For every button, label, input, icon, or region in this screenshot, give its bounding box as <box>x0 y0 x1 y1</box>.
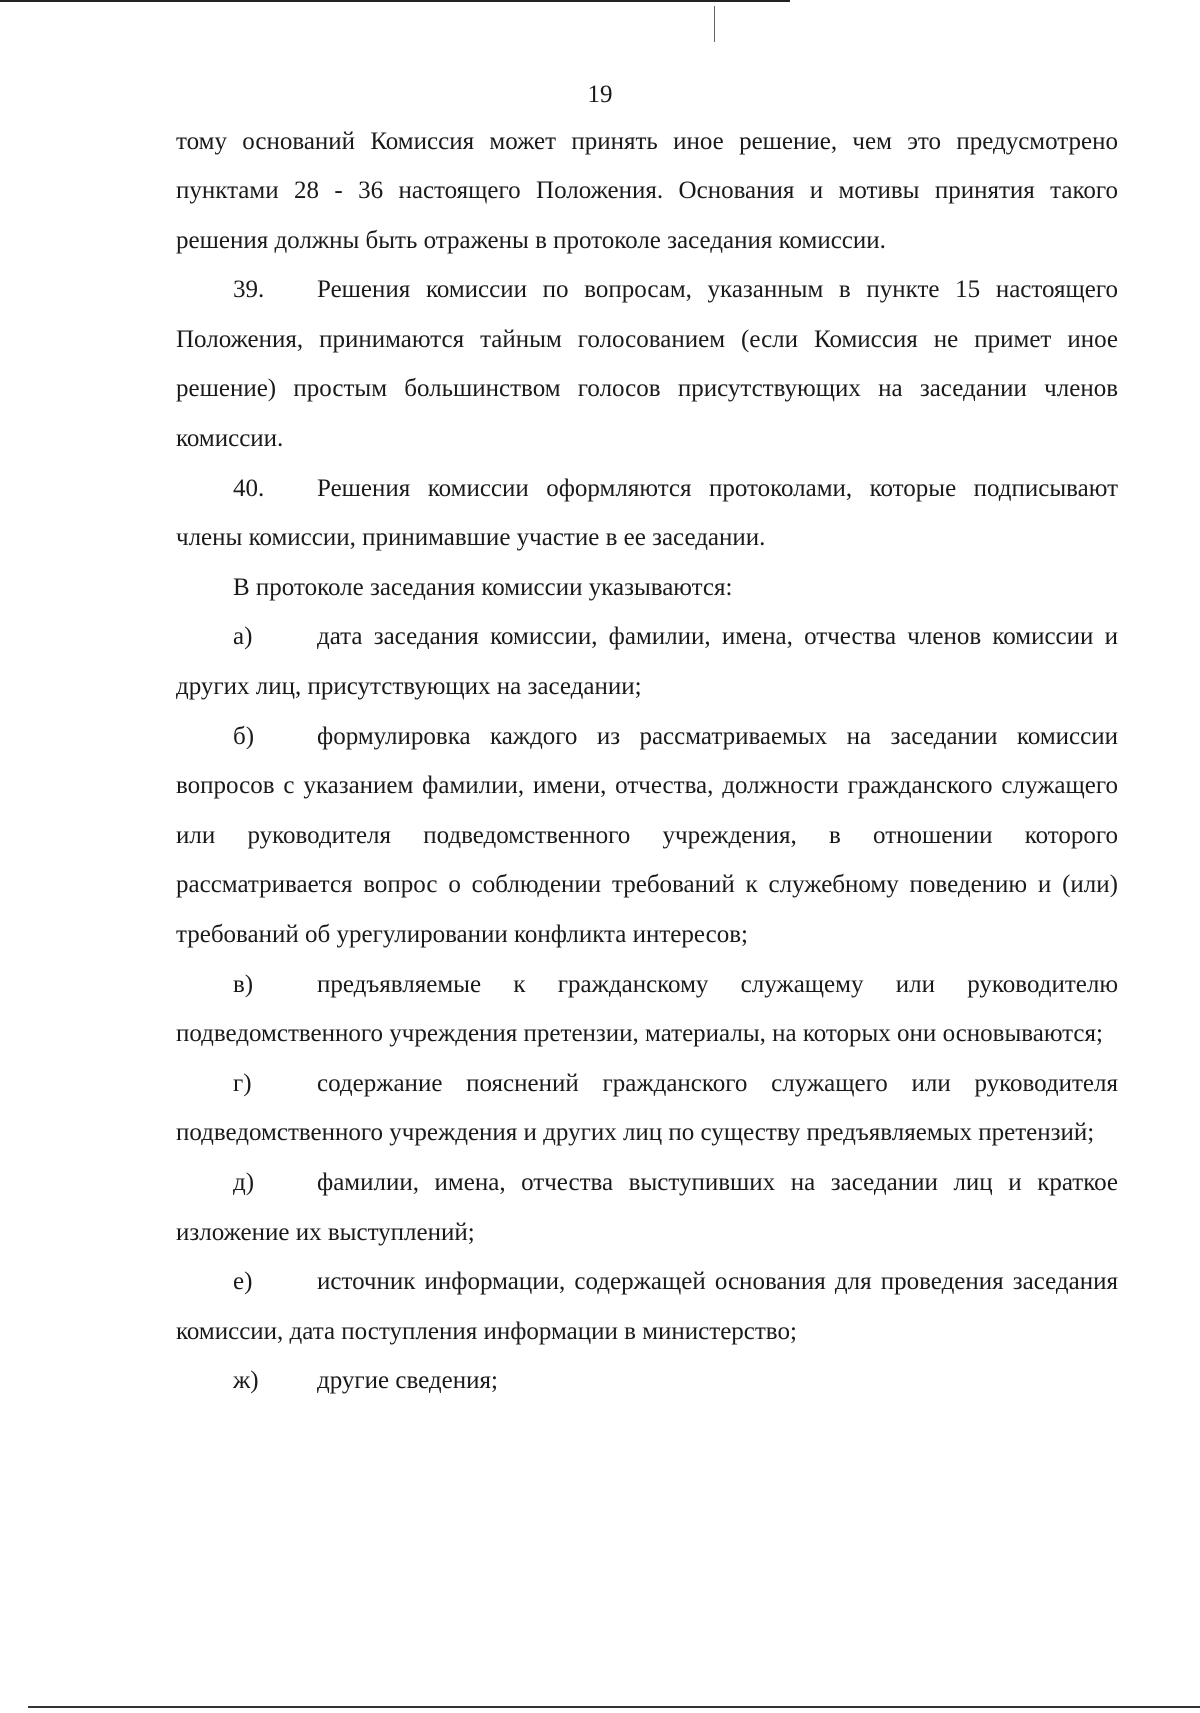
list-item-text: формулировка каждого из рассматриваемых на заседании комиссии вопросов с указанием фамилии, имени, отчества, должности гражданского служащего или руководителя подведомственного учреждения, в отношении которого рассматривается вопрос о соблюдении требований к служебному поведению и (или) требований об урегулировании конфликта интересов; <box>176 722 1118 948</box>
page-number: 19 <box>587 81 613 108</box>
list-item-g <box>176 1059 1118 1158</box>
list-item-v <box>176 960 1118 1059</box>
paragraph-39 <box>176 265 1118 463</box>
list-marker: д) <box>233 1168 255 1196</box>
item-number: 39. <box>233 276 265 304</box>
list-item-e <box>176 1257 1118 1356</box>
list-item-d <box>176 1158 1118 1257</box>
item-number: 40. <box>233 474 265 502</box>
list-marker: б) <box>233 722 255 750</box>
scan-edge-top <box>0 0 790 2</box>
list-marker: е) <box>233 1268 253 1296</box>
list-item-text: другие сведения; <box>317 1367 498 1395</box>
list-item-b <box>176 712 1118 960</box>
list-marker: г) <box>233 1069 252 1097</box>
list-item-text: фамилии, имена, отчества выступивших на заседании лиц и краткое изложение их выступлений; <box>176 1168 1118 1246</box>
list-marker: а) <box>233 623 253 651</box>
scan-edge-bottom <box>28 1706 1200 1708</box>
list-item-zh <box>176 1356 1118 1406</box>
paragraph-protocol-intro <box>176 563 1118 613</box>
list-item-a <box>176 612 1118 711</box>
list-item-text: дата заседания комиссии, фамилии, имена, отчества членов комиссии и других лиц, присутствующих на заседании; <box>176 623 1118 701</box>
list-item-text: источник информации, содержащей основания для проведения заседания комиссии, дата поступления информации в министерство; <box>176 1268 1118 1345</box>
paragraph-continuation <box>176 117 1118 266</box>
list-item-text: предъявляемые к гражданскому служащему или руководителю подведомственного учреждения претензии, материалы, на которых они основываются; <box>176 970 1118 1048</box>
scan-mark <box>714 6 715 42</box>
list-marker: ж) <box>233 1367 259 1395</box>
list-item-text: содержание пояснений гражданского служащего или руководителя подведомственного учреждения и других лиц по существу предъявляемых претензий; <box>176 1069 1118 1147</box>
paragraph-text: Решения комиссии оформляются протоколами, которые подписывают члены комиссии, принимавшие участие в ее заседании. <box>176 474 1118 552</box>
paragraph-text: тому оснований Комиссия может принять иное решение, чем это предусмотрено пунктами 28 - 36 настоящего Положения. Основания и мотивы принятия такого решения должны быть отражены в протоколе заседания комиссии. <box>176 127 1118 254</box>
paragraph-40 <box>176 464 1118 563</box>
paragraph-text: Решения комиссии по вопросам, указанным в пункте 15 настоящего Положения, принимаются тайным голосованием (если Комиссия не примет иное решение) простым большинством голосов присутствующих на заседании членов комиссии. <box>176 276 1118 453</box>
paragraph-text: В протоколе заседания комиссии указываются: <box>233 573 733 601</box>
document-body <box>176 117 1118 1406</box>
list-marker: в) <box>233 970 254 998</box>
